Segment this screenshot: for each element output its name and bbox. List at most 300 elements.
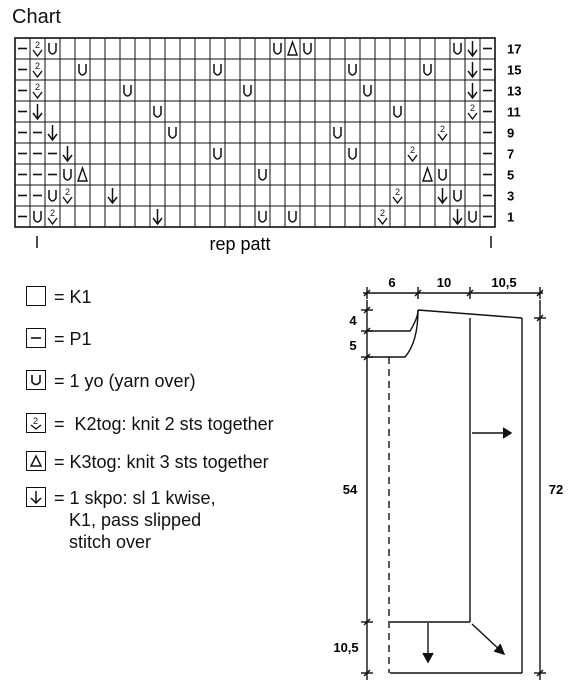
chart-cell bbox=[420, 185, 435, 206]
chart-cell bbox=[75, 101, 90, 122]
chart-cell bbox=[195, 143, 210, 164]
chart-cell bbox=[165, 101, 180, 122]
chart-cell bbox=[330, 59, 345, 80]
chart-cell bbox=[330, 38, 345, 59]
chart-cell bbox=[30, 164, 45, 185]
chart-cell bbox=[390, 59, 405, 80]
legend-item-k3tog bbox=[26, 451, 269, 477]
chart-cell bbox=[405, 38, 420, 59]
svg-text:2: 2 bbox=[394, 187, 401, 197]
chart-cell bbox=[465, 206, 480, 227]
legend-item-k1 bbox=[26, 286, 92, 312]
chart-cell bbox=[240, 80, 255, 101]
chart-cell bbox=[420, 80, 435, 101]
chart-cell bbox=[330, 206, 345, 227]
chart-cell bbox=[30, 143, 45, 164]
chart-cell bbox=[405, 101, 420, 122]
empty-square-icon bbox=[26, 286, 46, 306]
chart-cell bbox=[420, 59, 435, 80]
chart-cell bbox=[240, 59, 255, 80]
chart-cell bbox=[300, 101, 315, 122]
chart-cell bbox=[30, 101, 45, 122]
chart-cell bbox=[315, 206, 330, 227]
chart-cell bbox=[480, 206, 495, 227]
chart-cell bbox=[345, 59, 360, 80]
chart-cell bbox=[135, 143, 150, 164]
chart-cell bbox=[465, 38, 480, 59]
legend-text: = 1 skpo: sl 1 kwise, K1, pass slipped stitch over bbox=[54, 488, 216, 552]
chart-cell bbox=[165, 122, 180, 143]
chart-cell bbox=[225, 206, 240, 227]
chart-cell bbox=[165, 206, 180, 227]
chart-cell bbox=[420, 164, 435, 185]
chart-cell bbox=[315, 164, 330, 185]
chart-cell bbox=[345, 101, 360, 122]
chart-cell bbox=[255, 80, 270, 101]
legend-text: = P1 bbox=[54, 329, 92, 349]
chart-cell bbox=[120, 59, 135, 80]
chart-cell bbox=[300, 164, 315, 185]
chart-cell bbox=[30, 59, 45, 80]
chart-cell bbox=[150, 59, 165, 80]
chart-cell bbox=[15, 122, 30, 143]
chart-cell bbox=[60, 122, 75, 143]
chart-cell bbox=[435, 122, 450, 143]
chart-cell bbox=[30, 206, 45, 227]
chart-cell bbox=[270, 122, 285, 143]
chart-cell bbox=[390, 38, 405, 59]
chart-cell bbox=[255, 164, 270, 185]
chart-cell bbox=[210, 80, 225, 101]
row-number-labels bbox=[507, 42, 521, 225]
chart-cell bbox=[345, 206, 360, 227]
chart-cell bbox=[30, 38, 45, 59]
chart-cell bbox=[180, 101, 195, 122]
chart-cell bbox=[135, 206, 150, 227]
chart-cell bbox=[270, 59, 285, 80]
chart-cell bbox=[225, 143, 240, 164]
chart-cell bbox=[195, 185, 210, 206]
chart-cell bbox=[420, 143, 435, 164]
chart-cell bbox=[480, 164, 495, 185]
svg-text:2: 2 bbox=[439, 124, 446, 134]
chart-cell bbox=[105, 101, 120, 122]
chart-cell bbox=[345, 143, 360, 164]
chart-cell bbox=[15, 80, 30, 101]
chart-cell bbox=[345, 185, 360, 206]
chart-cell bbox=[225, 122, 240, 143]
chart-cell bbox=[450, 101, 465, 122]
chart-cell bbox=[45, 206, 60, 227]
chart-cell bbox=[375, 206, 390, 227]
chart-cell bbox=[480, 101, 495, 122]
chart-cell bbox=[360, 38, 375, 59]
chart-cell bbox=[165, 143, 180, 164]
chart-cell bbox=[480, 38, 495, 59]
chart-cell bbox=[450, 164, 465, 185]
chart-cell bbox=[465, 101, 480, 122]
chart-cell bbox=[390, 185, 405, 206]
legend-text: = K3tog: knit 3 sts together bbox=[54, 452, 269, 472]
chart-cell bbox=[90, 38, 105, 59]
skpo-arrow-icon bbox=[26, 487, 46, 507]
chart-cell bbox=[450, 206, 465, 227]
chart-cell bbox=[390, 122, 405, 143]
legend-item-yo bbox=[26, 370, 196, 396]
legend-text: = 1 yo (yarn over) bbox=[54, 371, 196, 391]
chart-cell bbox=[210, 185, 225, 206]
dim-shoulder-width: 10 bbox=[436, 275, 452, 290]
svg-text:2: 2 bbox=[409, 145, 416, 155]
chart-cell bbox=[225, 185, 240, 206]
row-number: 3 bbox=[507, 188, 515, 204]
chart-cell bbox=[90, 143, 105, 164]
chart-cell bbox=[255, 185, 270, 206]
chart-cell bbox=[465, 143, 480, 164]
chart-cell bbox=[90, 80, 105, 101]
chart-cell bbox=[210, 101, 225, 122]
chart-cell bbox=[60, 101, 75, 122]
dim-neck-drop-front: 5 bbox=[349, 338, 357, 353]
svg-text:2: 2 bbox=[469, 103, 476, 113]
chart-cell bbox=[135, 80, 150, 101]
chart-cell bbox=[150, 164, 165, 185]
chart-cell bbox=[225, 38, 240, 59]
dim-neck-drop-back: 4 bbox=[349, 313, 357, 328]
chart-cell bbox=[315, 80, 330, 101]
chart-cell bbox=[210, 206, 225, 227]
chart-cell bbox=[405, 143, 420, 164]
chart-cell bbox=[240, 143, 255, 164]
chart-cell bbox=[285, 164, 300, 185]
chart-cell bbox=[135, 38, 150, 59]
chart-cell bbox=[135, 101, 150, 122]
chart-cell bbox=[90, 206, 105, 227]
garment-schematic bbox=[361, 287, 546, 680]
chart-cell bbox=[405, 164, 420, 185]
chart-cell bbox=[210, 38, 225, 59]
chart-cell bbox=[465, 122, 480, 143]
chart-cell bbox=[285, 101, 300, 122]
chart-cell bbox=[360, 59, 375, 80]
chart-cell bbox=[60, 206, 75, 227]
chart-cell bbox=[480, 122, 495, 143]
chart-cell bbox=[120, 185, 135, 206]
svg-text:2: 2 bbox=[64, 187, 71, 197]
chart-cell bbox=[255, 59, 270, 80]
chart-cell bbox=[120, 80, 135, 101]
chart-cell bbox=[375, 59, 390, 80]
dim-total-length: 72 bbox=[548, 482, 564, 497]
chart-cell bbox=[375, 80, 390, 101]
chart-cell bbox=[450, 143, 465, 164]
chart-cell bbox=[60, 164, 75, 185]
chart-cell bbox=[285, 80, 300, 101]
chart-cell bbox=[150, 206, 165, 227]
chart-cell bbox=[225, 59, 240, 80]
chart-cell bbox=[360, 101, 375, 122]
chart-cell bbox=[360, 164, 375, 185]
chart-cell bbox=[285, 206, 300, 227]
chart-cell bbox=[120, 122, 135, 143]
chart-cell bbox=[435, 143, 450, 164]
chart-cell bbox=[270, 164, 285, 185]
chart-cell bbox=[180, 143, 195, 164]
chart-cell bbox=[315, 143, 330, 164]
chart-cell bbox=[165, 80, 180, 101]
k2tog-icon bbox=[26, 413, 46, 433]
dim-bottom-band: 10,5 bbox=[333, 640, 359, 655]
chart-cell bbox=[315, 185, 330, 206]
chart-cell bbox=[465, 185, 480, 206]
chart-cell bbox=[450, 185, 465, 206]
chart-cell bbox=[300, 185, 315, 206]
chart-cell bbox=[435, 206, 450, 227]
chart-cell bbox=[135, 122, 150, 143]
chart-cell bbox=[315, 59, 330, 80]
chart-cell bbox=[315, 38, 330, 59]
svg-text:2: 2 bbox=[34, 61, 41, 71]
chart-cell bbox=[405, 80, 420, 101]
chart-cell bbox=[240, 101, 255, 122]
dim-body-length: 54 bbox=[342, 482, 358, 497]
chart-cell bbox=[420, 122, 435, 143]
chart-cell bbox=[15, 101, 30, 122]
chart-cell bbox=[240, 164, 255, 185]
dim-neck-width: 6 bbox=[388, 275, 396, 290]
chart-cell bbox=[135, 59, 150, 80]
chart-cell bbox=[360, 80, 375, 101]
chart-cell bbox=[315, 101, 330, 122]
chart-cell bbox=[390, 206, 405, 227]
row-number: 9 bbox=[507, 125, 515, 141]
chart-cell bbox=[105, 143, 120, 164]
chart-cell bbox=[195, 164, 210, 185]
chart-cell bbox=[435, 38, 450, 59]
chart-cell bbox=[360, 122, 375, 143]
chart-cell bbox=[75, 164, 90, 185]
chart-cell bbox=[330, 101, 345, 122]
row-number: 17 bbox=[507, 41, 522, 57]
chart-cell bbox=[225, 101, 240, 122]
chart-cell bbox=[195, 59, 210, 80]
chart-cell bbox=[165, 38, 180, 59]
chart-cell bbox=[465, 80, 480, 101]
chart-cell bbox=[90, 122, 105, 143]
chart-cell bbox=[45, 122, 60, 143]
chart-cell bbox=[375, 185, 390, 206]
purl-dash-icon bbox=[26, 328, 46, 348]
chart-cell bbox=[390, 164, 405, 185]
chart-cell bbox=[390, 101, 405, 122]
chart-cell bbox=[435, 59, 450, 80]
chart-cell bbox=[60, 59, 75, 80]
chart-cell bbox=[345, 80, 360, 101]
chart-cell bbox=[30, 185, 45, 206]
chart-cell bbox=[390, 143, 405, 164]
chart-cell bbox=[285, 38, 300, 59]
chart-cell bbox=[270, 206, 285, 227]
chart-cell bbox=[150, 143, 165, 164]
chart-cell bbox=[180, 80, 195, 101]
row-number: 13 bbox=[507, 83, 522, 99]
chart-cell bbox=[405, 59, 420, 80]
chart-cell bbox=[300, 38, 315, 59]
chart-cell bbox=[300, 206, 315, 227]
chart-cell bbox=[240, 122, 255, 143]
chart-cell bbox=[480, 185, 495, 206]
chart-cell bbox=[120, 164, 135, 185]
chart-cell bbox=[75, 80, 90, 101]
svg-text:2: 2 bbox=[49, 208, 56, 218]
chart-cell bbox=[105, 164, 120, 185]
chart-cell bbox=[15, 185, 30, 206]
chart-cell bbox=[150, 185, 165, 206]
chart-cell bbox=[435, 80, 450, 101]
chart-cell bbox=[270, 143, 285, 164]
chart-cell bbox=[240, 206, 255, 227]
chart-cell bbox=[120, 143, 135, 164]
chart-cell bbox=[375, 101, 390, 122]
chart-cell bbox=[195, 122, 210, 143]
chart-cell bbox=[330, 164, 345, 185]
chart-cell bbox=[450, 59, 465, 80]
chart-cell bbox=[285, 122, 300, 143]
chart-cell bbox=[255, 101, 270, 122]
chart-cell bbox=[120, 206, 135, 227]
chart-cell bbox=[300, 59, 315, 80]
chart-cell bbox=[75, 122, 90, 143]
chart-cell bbox=[60, 80, 75, 101]
chart-cell bbox=[45, 185, 60, 206]
dim-side-width: 10,5 bbox=[491, 275, 517, 290]
chart-cell bbox=[15, 206, 30, 227]
chart-cell bbox=[210, 59, 225, 80]
chart-cell bbox=[450, 80, 465, 101]
chart-cell bbox=[210, 143, 225, 164]
chart-cell bbox=[105, 80, 120, 101]
chart-title: Chart bbox=[12, 6, 61, 28]
chart-cell bbox=[180, 38, 195, 59]
chart-cell bbox=[15, 59, 30, 80]
chart-cell bbox=[435, 185, 450, 206]
svg-text:2: 2 bbox=[33, 416, 39, 426]
chart-cell bbox=[150, 122, 165, 143]
chart-cell bbox=[465, 59, 480, 80]
chart-cell bbox=[165, 185, 180, 206]
chart-cell bbox=[375, 122, 390, 143]
chart-cell bbox=[330, 185, 345, 206]
legend-item-skpo bbox=[26, 487, 216, 567]
chart-cell bbox=[405, 185, 420, 206]
legend-item-k2tog bbox=[26, 413, 274, 439]
chart-cell bbox=[45, 59, 60, 80]
chart-cell bbox=[165, 164, 180, 185]
chart-cell bbox=[45, 164, 60, 185]
chart-cell bbox=[255, 206, 270, 227]
chart-cell bbox=[75, 185, 90, 206]
chart-cell bbox=[480, 80, 495, 101]
chart-cell bbox=[180, 164, 195, 185]
chart-cell bbox=[435, 164, 450, 185]
chart-cell bbox=[465, 164, 480, 185]
chart-cell bbox=[90, 185, 105, 206]
chart-cell bbox=[105, 59, 120, 80]
chart-cell bbox=[270, 101, 285, 122]
chart-cell bbox=[480, 59, 495, 80]
chart-cell bbox=[105, 38, 120, 59]
chart-cell bbox=[105, 122, 120, 143]
chart-cell bbox=[45, 38, 60, 59]
chart-cell bbox=[315, 122, 330, 143]
chart-cell bbox=[300, 80, 315, 101]
chart-cell bbox=[330, 80, 345, 101]
svg-text:2: 2 bbox=[379, 208, 386, 218]
chart-cell bbox=[180, 59, 195, 80]
chart-cell bbox=[420, 101, 435, 122]
chart-cell bbox=[75, 206, 90, 227]
chart-cell bbox=[120, 38, 135, 59]
chart-cell bbox=[120, 101, 135, 122]
svg-text:2: 2 bbox=[34, 40, 41, 50]
chart-cell bbox=[390, 80, 405, 101]
chart-cell bbox=[450, 122, 465, 143]
k3tog-triangle-icon bbox=[26, 451, 46, 471]
chart-cell bbox=[300, 143, 315, 164]
chart-cell bbox=[375, 143, 390, 164]
chart-cell bbox=[105, 185, 120, 206]
chart-cell bbox=[330, 122, 345, 143]
chart-cell bbox=[210, 122, 225, 143]
chart-cell bbox=[300, 122, 315, 143]
row-number: 5 bbox=[507, 167, 515, 183]
chart-cell bbox=[15, 38, 30, 59]
chart-cell bbox=[285, 185, 300, 206]
chart-cell bbox=[270, 38, 285, 59]
chart-cell bbox=[270, 80, 285, 101]
chart-cell bbox=[195, 206, 210, 227]
chart-cell bbox=[60, 143, 75, 164]
chart-cell bbox=[180, 185, 195, 206]
chart-cell bbox=[195, 38, 210, 59]
chart-cell bbox=[150, 80, 165, 101]
chart-cell bbox=[105, 206, 120, 227]
chart-cell bbox=[420, 38, 435, 59]
chart-cell bbox=[135, 185, 150, 206]
row-number: 11 bbox=[507, 104, 521, 120]
chart-cell bbox=[285, 59, 300, 80]
chart-cell bbox=[180, 206, 195, 227]
chart-cell bbox=[150, 101, 165, 122]
chart-cell bbox=[150, 38, 165, 59]
repeat-label: rep patt bbox=[209, 234, 271, 254]
legend-item-p1 bbox=[26, 328, 92, 354]
chart-cell bbox=[240, 38, 255, 59]
legend-text: = K2tog: knit 2 sts together bbox=[54, 414, 274, 434]
chart-cell bbox=[90, 59, 105, 80]
stitch-chart-grid bbox=[15, 38, 495, 227]
row-number: 15 bbox=[507, 62, 522, 78]
chart-cell bbox=[450, 38, 465, 59]
chart-cell bbox=[345, 38, 360, 59]
chart-cell bbox=[75, 143, 90, 164]
row-number: 1 bbox=[507, 209, 515, 225]
chart-cell bbox=[225, 80, 240, 101]
chart-cell bbox=[360, 206, 375, 227]
chart-cell bbox=[30, 80, 45, 101]
chart-cell bbox=[195, 101, 210, 122]
svg-text:2: 2 bbox=[34, 82, 41, 92]
